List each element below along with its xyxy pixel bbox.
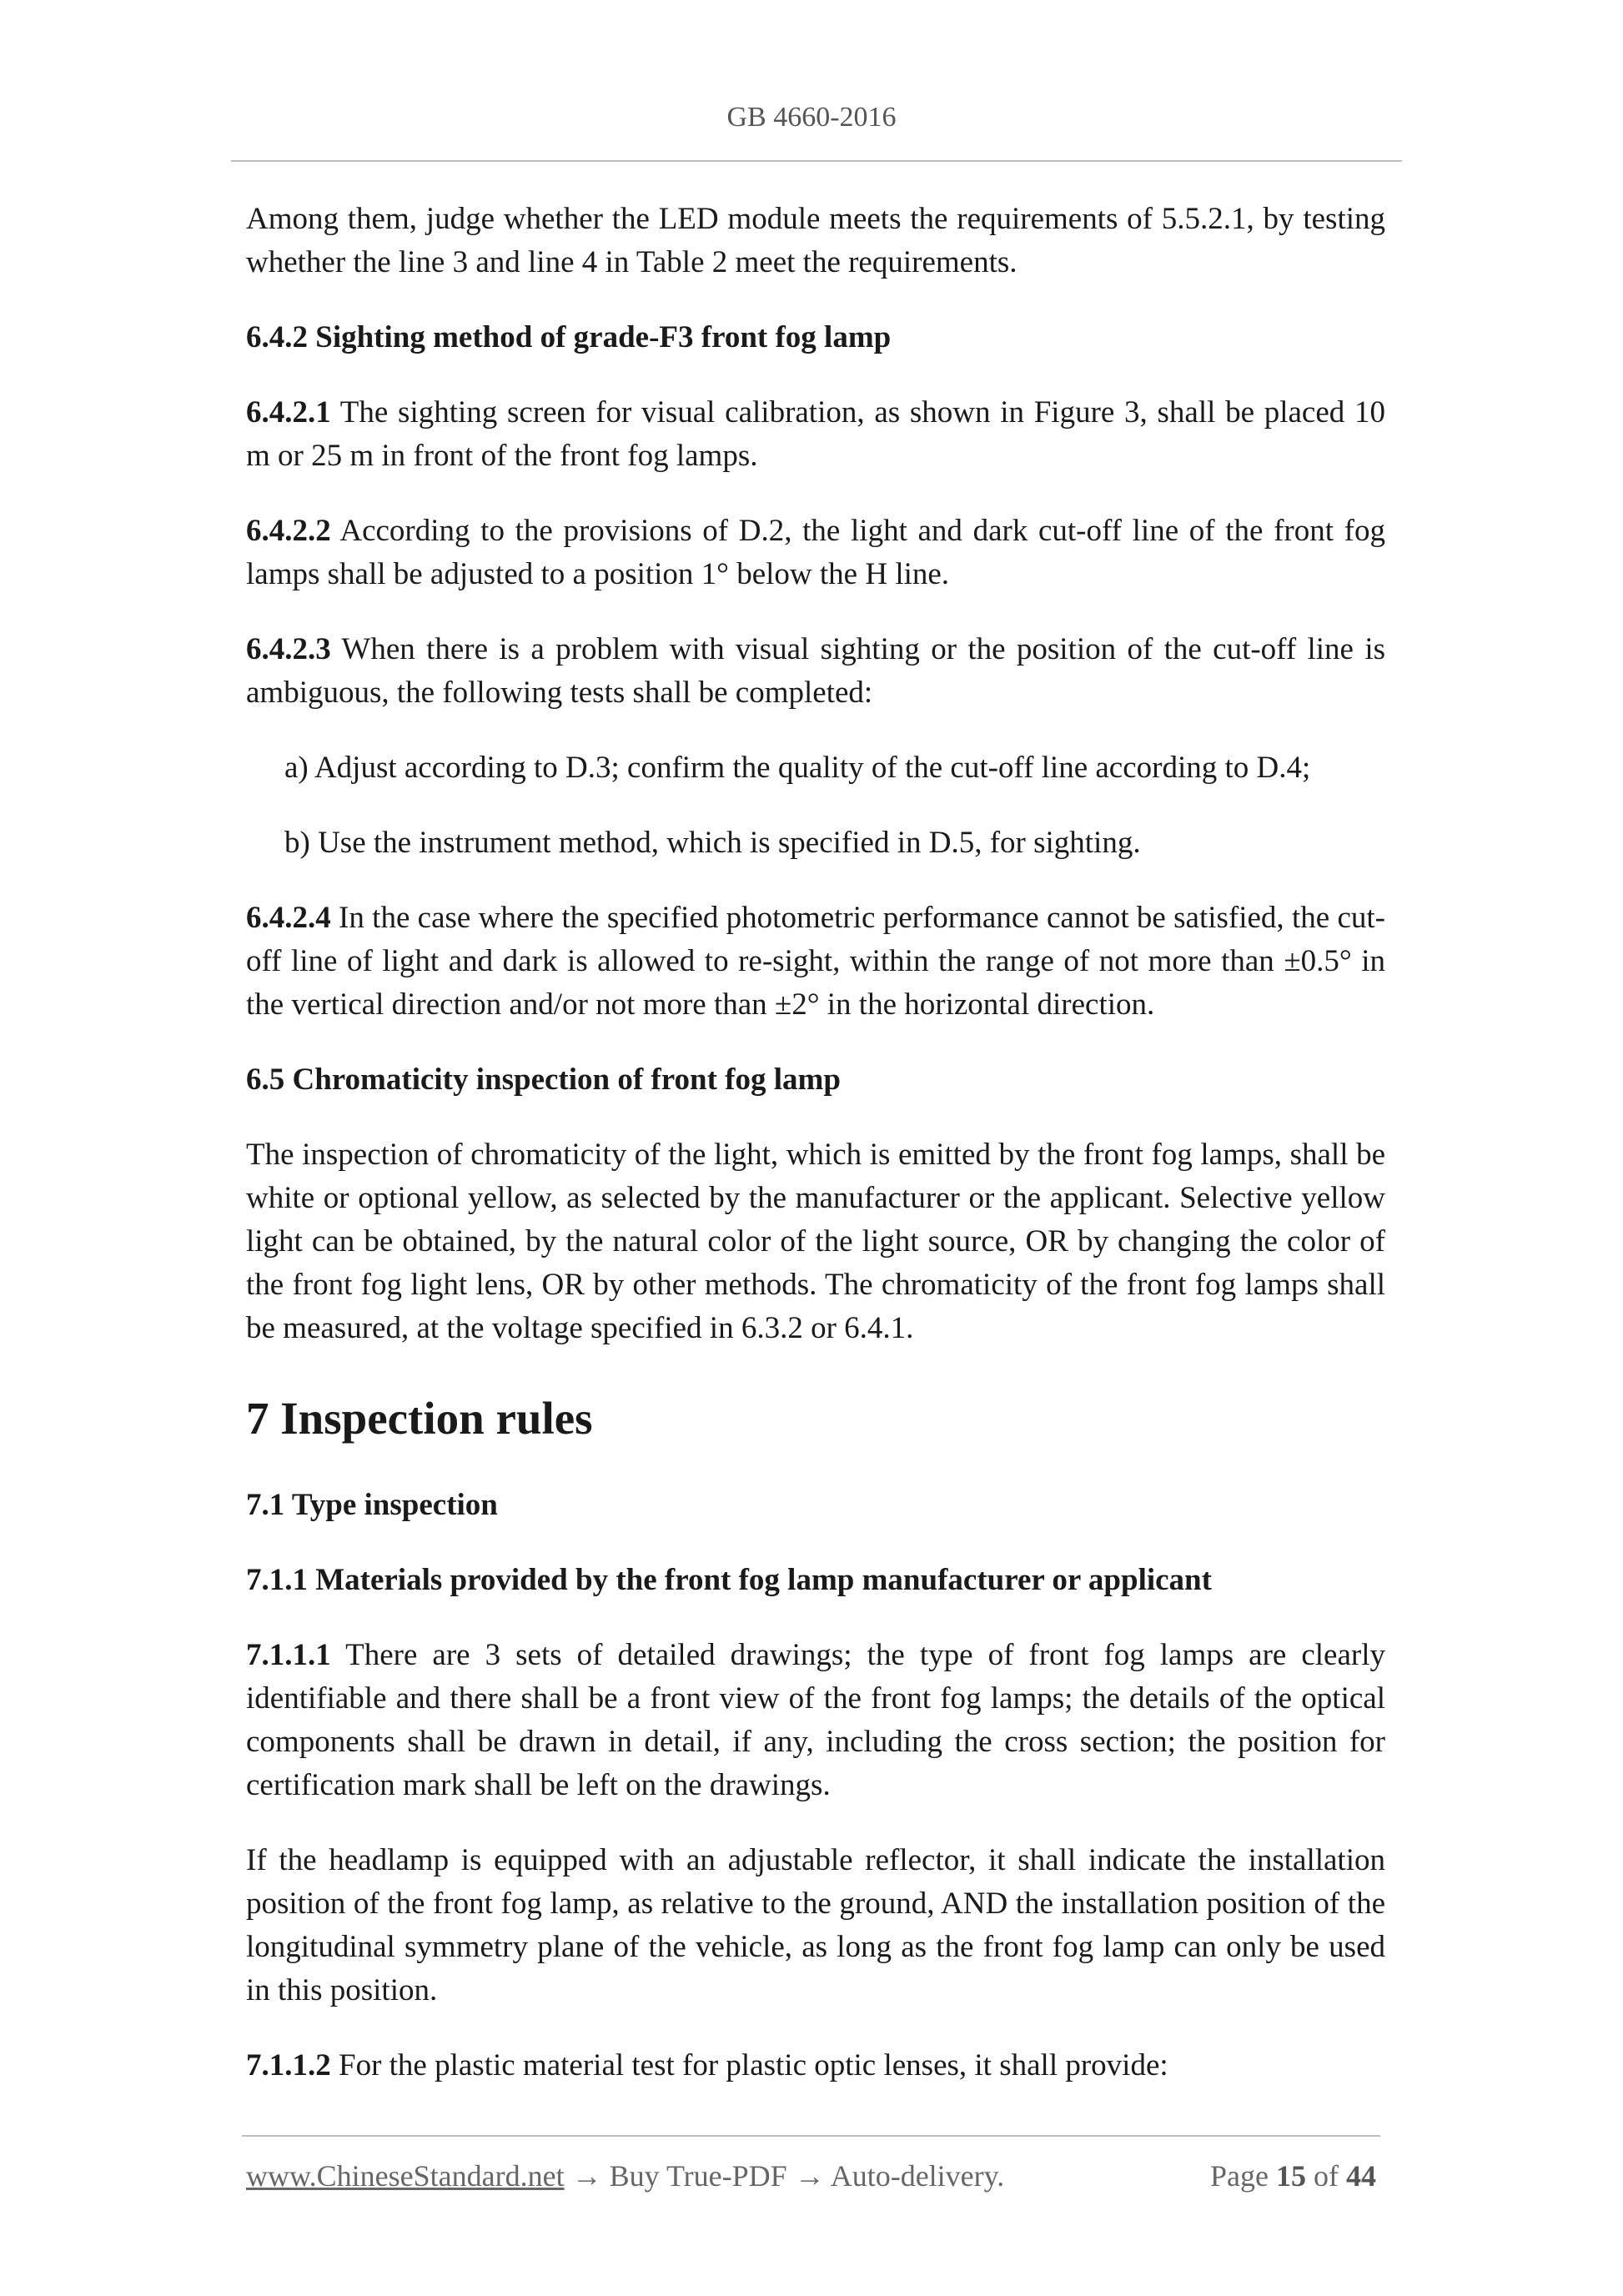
section-heading-6-4-2: 6.4.2 Sighting method of grade-F3 front fog lamp — [246, 320, 892, 354]
clause-text: For the plastic material test for plastic optic lenses, it shall provide: — [330, 2048, 1168, 2082]
clause-number: 7.1.1.2 — [246, 2048, 331, 2082]
buy-pdf-text: Buy True-PDF — [609, 2159, 787, 2193]
website-link[interactable]: www.ChineseStandard.net — [246, 2159, 565, 2193]
clause-7-1-1-1 — [246, 1634, 1385, 1807]
delivery-text: Auto-delivery. — [830, 2159, 1005, 2193]
clause-text: There are 3 sets of detailed drawings; the type of front fog lamps are clearly identifiable and there shall be a front view of the front fog lamps; the details of the optical components shall be drawn in detail, if any, including the cross section; the position for certification mark shall be left on the drawings. — [246, 1638, 1385, 1802]
section-heading-6-5: 6.5 Chromaticity inspection of front fog lamp — [246, 1063, 841, 1097]
paragraph-intro: Among them, judge whether the LED module meets the requirements of 5.5.2.1, by testing whether the line 3 and line 4 in Table 2 meet the requirements. — [246, 202, 1385, 279]
page-current: 15 — [1276, 2159, 1306, 2193]
footer-promo — [246, 2158, 1004, 2193]
page-number — [1210, 2158, 1376, 2193]
arrow-right-icon: → — [786, 2159, 831, 2193]
footer-divider — [242, 2135, 1380, 2137]
clause-text: The sighting screen for visual calibration, as shown in Figure 3, shall be placed 10 m or 25 m in front of the front fog lamps. — [246, 395, 1385, 473]
page-total: 44 — [1346, 2159, 1376, 2193]
arrow-right-icon: → — [564, 2159, 610, 2193]
header-divider — [231, 160, 1402, 162]
clause-number: 6.4.2.2 — [246, 514, 331, 548]
paragraph-chromaticity: The inspection of chromaticity of the light, which is emitted by the front fog lamps, shall be white or optional yellow, as selected by the manufacturer or the applicant. Selective yellow light can be obtained, by the natural color of the light source, OR by changing the color of the front fog light lens, OR by other methods. The chromaticity of the front fog lamps shall be measured, at the voltage specified in 6.3.2 or 6.4.1. — [246, 1138, 1385, 1345]
list-item-a: a) Adjust according to D.3; confirm the quality of the cut-off line according to D.4; — [284, 751, 1311, 785]
clause-text: According to the provisions of D.2, the light and dark cut-off line of the front fog lamps shall be adjusted to a position 1° below the H line. — [246, 514, 1385, 591]
clause-number: 6.4.2.4 — [246, 901, 331, 935]
page-of: of — [1314, 2159, 1339, 2193]
clause-text: When there is a problem with visual sighting or the position of the cut-off line is ambiguous, the following tests shall be completed: — [246, 632, 1385, 710]
clause-text: In the case where the specified photometric performance cannot be satisfied, the cut-off line of light and dark is allowed to re-sight, within the range of not more than ±0.5° in the vertical direction and/or not more than ±2° in the horizontal direction. — [246, 901, 1385, 1022]
list-item-b: b) Use the instrument method, which is specified in D.5, for sighting. — [284, 826, 1141, 860]
clause-number: 6.4.2.3 — [246, 632, 331, 666]
section-heading-7-1-1: 7.1.1 Materials provided by the front fog lamp manufacturer or applicant — [246, 1563, 1212, 1597]
clause-6-4-2-2 — [246, 510, 1385, 596]
chapter-heading-7: 7 Inspection rules — [246, 1393, 593, 1444]
clause-6-4-2-1 — [246, 391, 1385, 478]
page-content — [246, 198, 1385, 2119]
clause-6-4-2-3 — [246, 628, 1385, 715]
document-header: GB 4660-2016 — [726, 102, 897, 133]
page-label: Page — [1210, 2159, 1269, 2193]
section-heading-7-1: 7.1 Type inspection — [246, 1488, 498, 1522]
clause-number: 7.1.1.1 — [246, 1638, 331, 1672]
paragraph-headlamp: If the headlamp is equipped with an adjustable reflector, it shall indicate the installation position of the front fog lamp, as relative to the ground, AND the installation position of the longitudinal symmetry plane of the vehicle, as long as the front fog lamp can only be used in this position. — [246, 1843, 1385, 2007]
clause-6-4-2-4 — [246, 897, 1385, 1027]
clause-7-1-1-2 — [246, 2044, 1385, 2088]
clause-number: 6.4.2.1 — [246, 395, 331, 430]
